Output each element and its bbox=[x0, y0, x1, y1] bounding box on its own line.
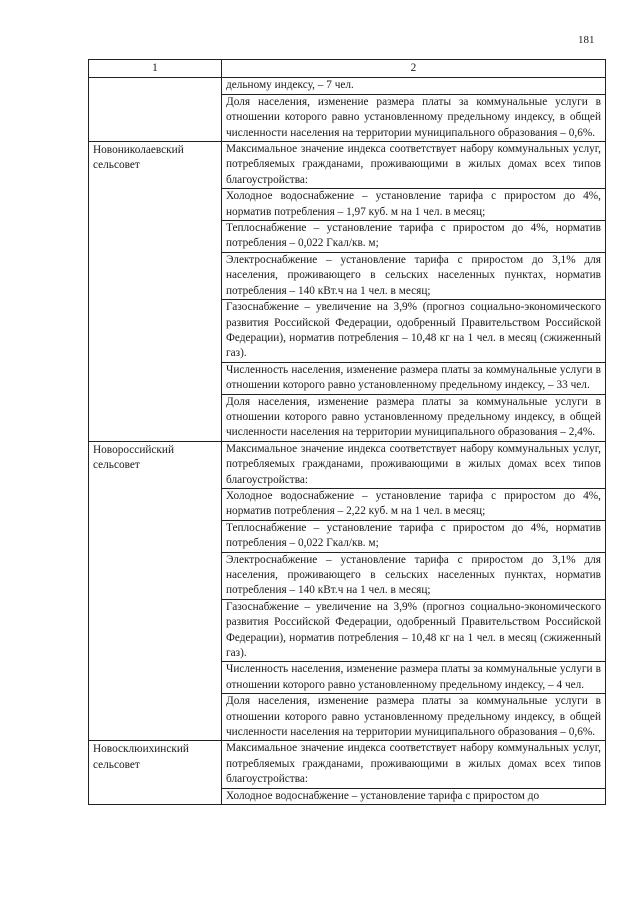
paragraph: Максимальное значение индекса соответствует набору коммунальных услуг, потребляемых гражданами, проживающими в жилых домах всех типов благоустройства: bbox=[226, 742, 601, 786]
header-col-1: 1 bbox=[89, 60, 222, 78]
paragraph: Доля населения, изменение размера платы за коммунальные услуги в отношении которого равно установленному предельному индексу, в общей численности населения на территории муниципального образования – 0,6%. bbox=[222, 94, 605, 141]
paragraph: Максимальное значение индекса соответствует набору коммунальных услуг, потребляемых гражданами, проживающими в жилых домах всех типов благоустройства: bbox=[226, 143, 601, 186]
municipality-name: Новороссийский сельсовет bbox=[89, 441, 222, 741]
paragraph: Теплоснабжение – установление тарифа с приростом до 4%, норматив потребления – 0,022 Гкал/кв. м; bbox=[222, 220, 605, 252]
paragraph: Численность населения, изменение размера платы за коммунальные услуги в отношении которого равно установленному предельному индексу, – 33 чел. bbox=[222, 362, 605, 394]
paragraph: Доля населения, изменение размера платы за коммунальные услуги в отношении которого равно установленному предельному индексу, в общей численности населения на территории муниципального образования – 0,6%. bbox=[222, 693, 605, 740]
paragraph: Холодное водоснабжение – установление тарифа с приростом до 4%, норматив потребления – 1,97 куб. м на 1 чел. в месяц; bbox=[222, 188, 605, 220]
table-row bbox=[89, 142, 606, 442]
header-col-2: 2 bbox=[222, 60, 606, 78]
row-text-cell bbox=[222, 741, 606, 805]
paragraph: дельному индексу, – 7 чел. bbox=[226, 79, 354, 92]
paragraph: Холодное водоснабжение – установление тарифа с приростом до 4%, норматив потребления – 2,22 куб. м на 1 чел. в месяц; bbox=[222, 488, 605, 520]
paragraph: Газоснабжение – увеличение на 3,9% (прогноз социально-экономического развития Российской Федерации, одобренный Правительством Российской Федерации), норматив потребления – 10,48 кг на 1 чел. в месяц (сжиженный газ). bbox=[222, 599, 605, 662]
paragraph: Теплоснабжение – установление тарифа с приростом до 4%, норматив потребления – 0,022 Гкал/кв. м; bbox=[222, 520, 605, 552]
row-text-cell bbox=[222, 441, 606, 741]
table-row bbox=[89, 441, 606, 741]
tariff-table bbox=[88, 59, 606, 805]
row-text-cell bbox=[222, 142, 606, 442]
paragraph: Холодное водоснабжение – установление тарифа с приростом до bbox=[222, 788, 605, 804]
table-header-row bbox=[89, 60, 606, 78]
municipality-name: Новосклюихинский сельсовет bbox=[89, 741, 222, 805]
paragraph: Электроснабжение – установление тарифа с приростом до 3,1% для населения, проживающего в сельских населенных пунктах, норматив потребления – 140 кВт.ч на 1 чел. в месяц; bbox=[222, 552, 605, 599]
paragraph: Максимальное значение индекса соответствует набору коммунальных услуг, потребляемых гражданами, проживающими в жилых домах всех типов благоустройства: bbox=[226, 442, 601, 486]
table-row-continuation bbox=[89, 78, 606, 142]
paragraph: Численность населения, изменение размера платы за коммунальные услуги в отношении которого равно установленному предельному индексу, – 4 чел. bbox=[222, 661, 605, 693]
table-row bbox=[89, 741, 606, 805]
row-text-cell bbox=[222, 78, 606, 142]
paragraph: Доля населения, изменение размера платы за коммунальные услуги в отношении которого равно установленному предельному индексу, в общей численности населения на территории муниципального образования – 2,4%. bbox=[222, 394, 605, 441]
paragraph: Газоснабжение – увеличение на 3,9% (прогноз социально-экономического развития Российской Федерации, одобренный Правительством Российской Федерации), норматив потребления – 10,48 кг на 1 чел. в месяц (сжиженный газ). bbox=[222, 299, 605, 362]
row-name-cell bbox=[89, 78, 222, 142]
page-number: 181 bbox=[578, 34, 595, 46]
municipality-name: Новониколаевский сельсовет bbox=[89, 142, 222, 442]
paragraph: Электроснабжение – установление тарифа с приростом до 3,1% для населения, проживающего в сельских населенных пунктах, норматив потребления – 140 кВт.ч на 1 чел. в месяц; bbox=[222, 252, 605, 299]
